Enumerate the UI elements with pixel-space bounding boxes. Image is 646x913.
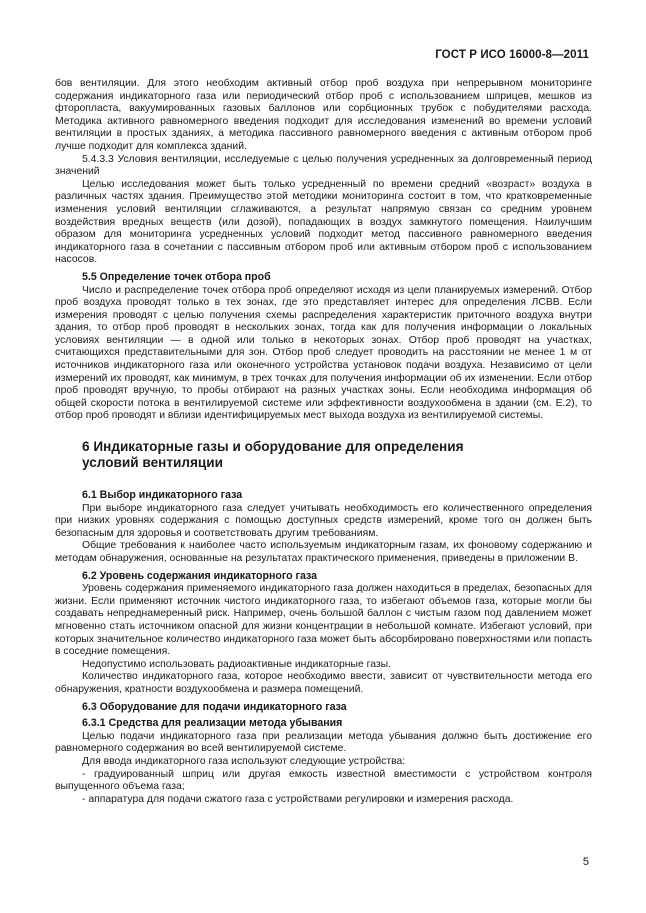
subsection-heading: 6.3 Оборудование для подачи индикаторного газа xyxy=(82,700,347,713)
section-heading: 6 Индикаторные газы и оборудование для определения условий вентиляции xyxy=(82,439,464,471)
paragraph: Общие требования к наиболее часто используемым индикаторным газам, их фоновому содержанию и методам обнаружения, основанные на результатах практического применения, приведены в приложении В. xyxy=(55,540,592,564)
paragraph: Число и распределение точек отбора проб определяют исходя из цели планируемых измерений. Отбор проб воздуха проводят только в тех зонах, где это представляет интерес для определения ЛСВВ. Если измерения проводят с целью получения схемы распределения характеристик приточного воздуха внутри здания, то отбор проб проводят в нескольких зонах, тогда как для получения информации о локальных условиях вентиляции — в одной или только в некоторых зонах. Отбор проб проводят на участках, считающихся представительными для зон. Отбор проб следует проводить на расстоянии не менее 1 м от источников индикаторного газа или оконечного устройства установок подачи воздуха. Независимо от цели измерений их проводят, как минимум, в трех точках для получения информации об их изменении. Если отбор проб проводят вручную, то пробы отбирают на разных участках зоны. Если необходима информация об общей скорости потока в вентилируемой системе или эффективности воздухообмена в здании (см. Е.2), то отбор проб проводят и вблизи идентифицируемых мест выхода воздуха из вентилируемой системы. xyxy=(55,284,592,422)
subsection-heading: 6.1 Выбор индикаторного газа xyxy=(82,489,243,502)
paragraph: Количество индикаторного газа, которое необходимо ввести, зависит от чувствительности метода его обнаружения, кратности воздухообмена и размера помещений. xyxy=(55,671,592,695)
subsection-heading: 6.3.1 Средства для реализации метода убывания xyxy=(82,717,343,730)
paragraph: Для ввода индикаторного газа используют следующие устройства: xyxy=(82,755,406,767)
paragraph: Целью подачи индикаторного газа при реализации метода убывания должно быть достижение его равномерного содержания во всей вентилируемой системе. xyxy=(55,730,592,755)
document-code-header: ГОСТ Р ИСО 16000-8—2011 xyxy=(435,49,589,61)
paragraph: При выборе индикаторного газа следует учитывать необходимость его количественного определения при низких уровнях содержания с помощью доступных средств измерений, кроме того он должен быть безопасным для здоровья и соответствовать другим требованиям. xyxy=(55,502,592,539)
subsection-heading: 6.2 Уровень содержания индикаторного газа xyxy=(82,569,317,582)
paragraph: бов вентиляции. Для этого необходим активный отбор проб воздуха при непрерывном мониторинге содержания индикаторного газа или периодический отбор проб с использованием шприцев, мешков из фторопласта, вакуумированных газовых баллонов или сорбционных трубок с побудителями расхода. Методика активного равномерного введения подходит для исследования изменений во времени условий вентиляции в простых зданиях, а методика пассивного равномерного введения с активным отбором проб лучше подходит для комплекса зданий. xyxy=(55,78,592,152)
paragraph: Уровень содержания применяемого индикаторного газа должен находиться в пределах, безопасных для жизни. Если применяют источник чистого индикаторного газа, то избегают объемов газа, которые могли бы создавать непреднамеренный риск. Например, очень большой баллон с чистым газом под давлением может мгновенно стать источником опасной для жизни концентрации в небольшой комнате. Избегают условий, при которых значительное количество индикаторного газа может быть абсорбировано поверхностями или попасть в соседние помещения. xyxy=(55,583,592,658)
paragraph: Целью исследования может быть только усредненный по времени средний «возраст» воздуха в различных частях здания. Преимущество этой методики мониторинга состоит в том, что кратковременные изменения условий вентиляции сглаживаются, а результат напрямую связан со средним уровнем воздействия вредных веществ (или дозой), попадающих в воздух замкнутого помещения. Наилучшим образом для мониторинга усредненных условий подходит метод пассивного равномерного введения индикаторного газа в сочетании с пассивным отбором проб или активным отбором проб с использованием насосов. xyxy=(55,178,592,266)
paragraph: - аппаратура для подачи сжатого газа с устройствами регулировки и измерения расхода. xyxy=(82,793,514,805)
document-body xyxy=(55,78,592,806)
page-number: 5 xyxy=(582,856,589,868)
paragraph: - градуированный шприц или другая емкость известной вместимости с устройством контроля выпущенного объема газа; xyxy=(55,768,592,793)
subsection-heading: 5.5 Определение точек отбора проб xyxy=(82,270,271,283)
paragraph: Недопустимо использовать радиоактивные индикаторные газы. xyxy=(82,658,392,670)
paragraph: 5.4.3.3 Условия вентиляции, исследуемые с целью получения усредненных за долговременный период значений xyxy=(55,153,592,178)
